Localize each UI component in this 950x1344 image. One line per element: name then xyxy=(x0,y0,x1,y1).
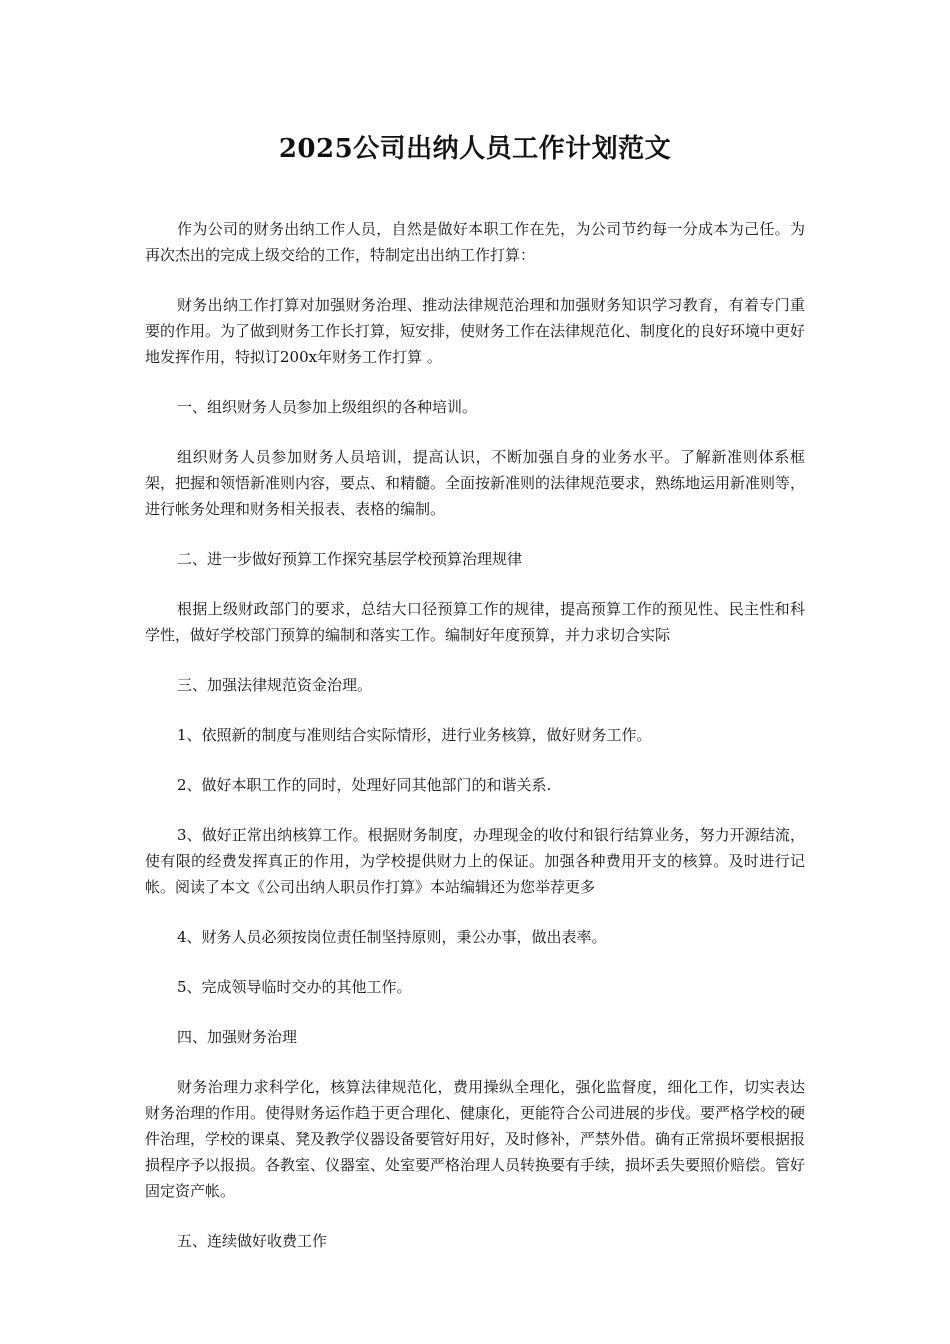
section-heading-2: 二、进一步做好预算工作探究基层学校预算治理规律 xyxy=(177,550,523,568)
paragraph-budget: 根据上级财政部门的要求，总结大口径预算工作的规律，提高预算工作的预见性、民主性和科学性，做好学校部门预算的编制和落实工作。编制好年度预算，并力求切合实际 xyxy=(145,600,805,644)
list-item-2: 2、做好本职工作的同时，处理好同其他部门的和谐关系. xyxy=(177,776,552,794)
section-heading-3: 三、加强法律规范资金治理。 xyxy=(177,676,373,694)
section-heading-5: 五、连续做好收费工作 xyxy=(177,1232,328,1250)
document-page xyxy=(145,130,805,1278)
list-item-5: 5、完成领导临时交办的其他工作。 xyxy=(177,978,412,996)
paragraph-intro: 作为公司的财务出纳工作人员，自然是做好本职工作在先，为公司节约每一分成本为己任。为再次杰出的完成上级交给的工作，特制定出出纳工作打算： xyxy=(145,220,805,264)
paragraph-management: 财务治理力求科学化，核算法律规范化，费用操纵全理化，强化监督度，细化工作，切实表达财务治理的作用。使得财务运作趋于更合理化、健康化，更能符合公司进展的步伐。要严格学校的硬件治理，学校的课桌、凳及教学仪器设备要管好用好，及时修补，严禁外借。确有正常损坏要根据报损程序予以报损。各教室、仪器室、处室要严格治理人员转换要有手续，损坏丢失要照价赔偿。管好固定资产帐。 xyxy=(145,1078,806,1200)
list-item-3: 3、做好正常出纳核算工作。根据财务制度，办理现金的收付和银行结算业务，努力开源结流，使有限的经费发挥真正的作用，为学校提供财力上的保证。加强各种费用开支的核算。及时进行记帐。阅读了本文《公司出纳人职员作打算》本站编辑还为您举荐更多 xyxy=(145,826,805,896)
section-heading-4: 四、加强财务治理 xyxy=(177,1028,298,1046)
list-item-4: 4、财务人员必须按岗位责任制坚持原则，秉公办事，做出表率。 xyxy=(177,928,607,946)
paragraph-purpose: 财务出纳工作打算对加强财务治理、推动法律规范治理和加强财务知识学习教育，有着专门重要的作用。为了做到财务工作长打算，短安排，使财务工作在法律规范化、制度化的良好环境中更好地发挥作用，特拟订200x年财务工作打算 。 xyxy=(145,296,806,366)
section-heading-1: 一、组织财务人员参加上级组织的各种培训。 xyxy=(177,398,478,416)
paragraph-training: 组织财务人员参加财务人员培训，提高认识，不断加强自身的业务水平。了解新准则体系框架，把握和领悟新准则内容，要点、和精髓。全面按新准则的法律规范要求，熟练地运用新准则等，进行帐务处理和财务相关报表、表格的编制。 xyxy=(145,448,806,518)
document-title: 2025公司出纳人员工作计划范文 xyxy=(278,134,672,164)
list-item-1: 1、依照新的制度与准则结合实际情形，进行业务核算，做好财务工作。 xyxy=(177,726,652,744)
